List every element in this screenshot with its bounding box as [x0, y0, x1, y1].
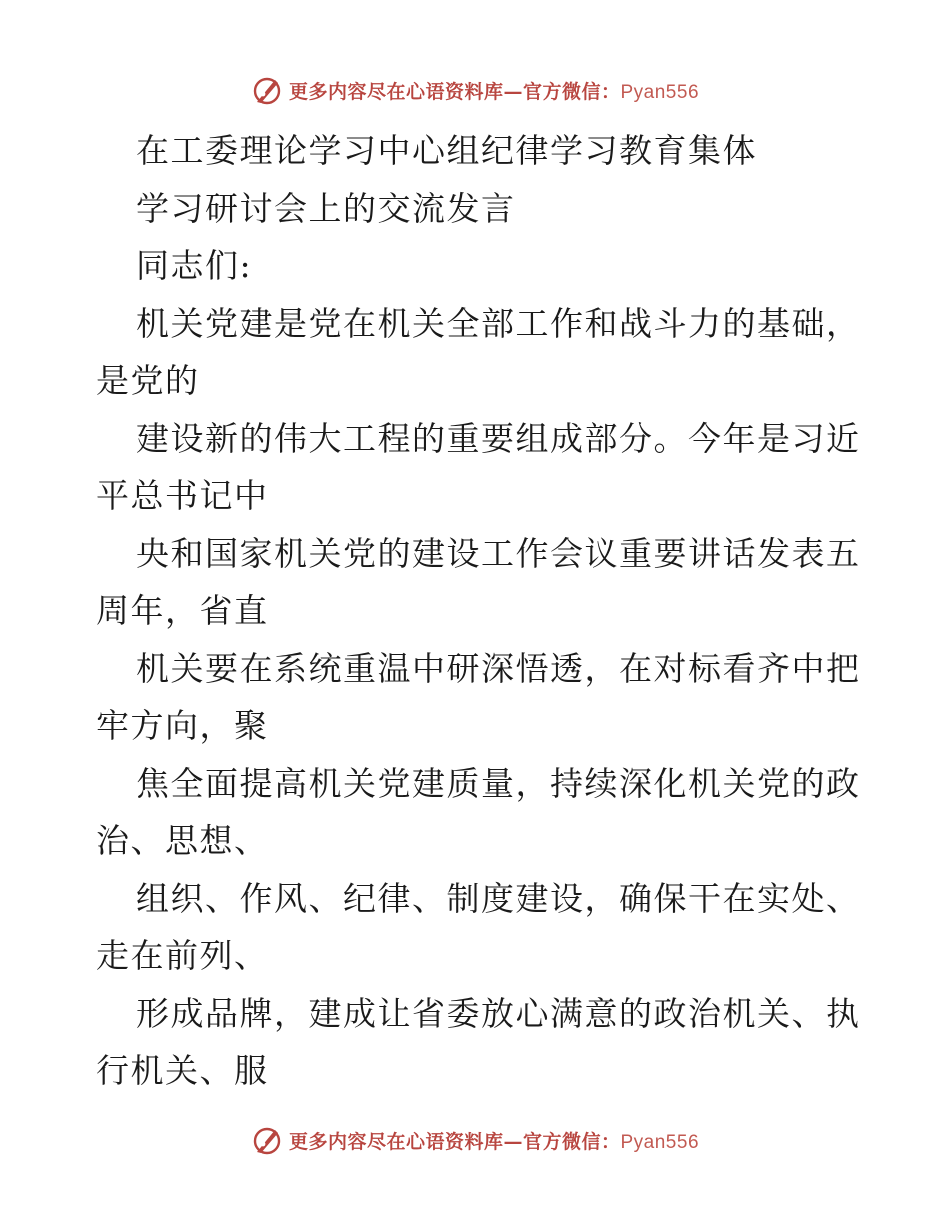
text-line: 形成品牌，建成让省委放心满意的政治机关、执	[136, 993, 861, 1033]
watermark-site-text: 更多内容尽在心语资料库—	[288, 1130, 523, 1153]
quill-pen-logo-icon	[251, 74, 283, 106]
watermark-contact-id: Pyan556	[620, 81, 700, 103]
text-line: 治、思想、	[96, 821, 269, 860]
document-title-line: 在工委理论学习中心组纪律学习教育集体	[136, 131, 757, 170]
text-line: 走在前列、	[96, 936, 269, 975]
text-line: 央和国家机关党的建设工作会议重要讲话发表五	[136, 533, 861, 573]
quill-pen-logo-icon	[251, 1124, 283, 1156]
watermark-contact-label: 官方微信：	[522, 1130, 621, 1153]
text-line: 行机关、服	[96, 1051, 269, 1090]
text-line: 同志们:	[136, 246, 253, 285]
text-line: 机关党建是党在机关全部工作和战斗力的基础，	[136, 303, 861, 343]
watermark-text	[289, 1127, 699, 1154]
text-line: 组织、作风、纪律、制度建设，确保干在实处、	[136, 878, 861, 918]
text-line: 是党的	[96, 361, 200, 400]
document-subtitle-line: 学习研讨会上的交流发言	[136, 188, 516, 228]
watermark-contact-id: Pyan556	[620, 1131, 700, 1153]
document-body	[96, 122, 861, 1100]
text-line: 建设新的伟大工程的重要组成部分。今年是习近	[136, 418, 861, 458]
watermark-contact-label: 官方微信：	[522, 80, 621, 103]
text-line: 周年，省直	[96, 591, 269, 630]
text-line: 牢方向，聚	[96, 706, 269, 745]
footer-watermark-banner	[0, 1120, 950, 1160]
text-line: 焦全面提高机关党建质量，持续深化机关党的政	[136, 763, 861, 803]
header-watermark-banner	[0, 70, 950, 110]
text-line: 机关要在系统重温中研深悟透，在对标看齐中把	[136, 648, 861, 688]
text-line: 平总书记中	[96, 476, 269, 515]
watermark-text	[289, 77, 699, 104]
watermark-site-text: 更多内容尽在心语资料库—	[288, 80, 523, 103]
